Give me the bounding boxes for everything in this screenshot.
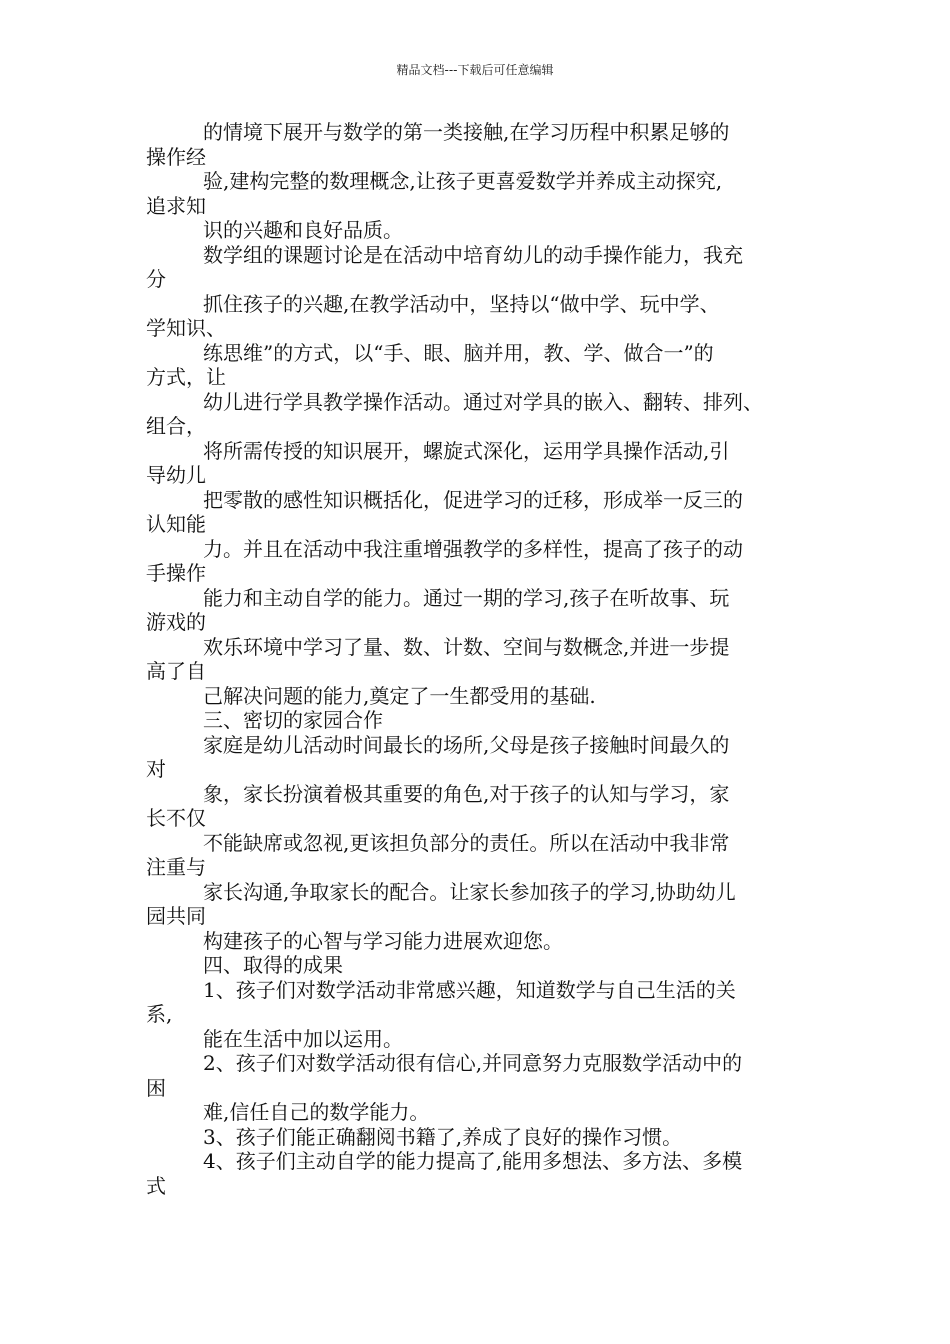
text-line: 己解决问题的能力,奠定了一生都受用的基础. [203, 683, 596, 708]
text-line: 练思维”的方式，以“手、眼、脑并用，教、学、做合一”的 [203, 340, 714, 365]
text-line: 认知能 [146, 512, 206, 536]
page-header: 精品文档---下载后可任意编辑 [396, 63, 554, 77]
text-line: 幼儿进行学具教学操作活动。通过对学具的嵌入、翻转、排列、 [203, 389, 763, 414]
text-line: 操作经 [146, 144, 206, 169]
text-line: 分 [146, 267, 166, 291]
text-line: 能在生活中加以运用。 [203, 1026, 403, 1051]
text-line: 3、孩子们能正确翻阅书籍了,养成了良好的操作习惯。 [203, 1124, 683, 1149]
text-line: 长不仅 [146, 806, 206, 830]
text-line: 组合， [146, 414, 206, 438]
text-line: 抓住孩子的兴趣,在教学活动中，坚持以“做中学、玩中学、 [203, 291, 720, 316]
text-line: 高了自 [146, 659, 206, 683]
text-line: 导幼儿 [146, 463, 206, 487]
text-line: 困 [146, 1075, 166, 1100]
text-line: 象，家长扮演着极其重要的角色,对于孩子的认知与学习，家 [203, 781, 730, 806]
text-line: 把零散的感性知识概括化，促进学习的迁移，形成举一反三的 [203, 487, 743, 512]
text-line: 系, [146, 1002, 173, 1026]
text-line: 方式，让 [146, 365, 226, 389]
text-line: 不能缺席或忽视,更该担负部分的责任。所以在活动中我非常 [203, 830, 730, 855]
text-line: 三、密切的家园合作 [203, 708, 383, 732]
text-line: 园共同 [146, 904, 206, 928]
text-line: 数学组的课题讨论是在活动中培育幼儿的动手操作能力，我充 [203, 242, 743, 267]
text-line: 家庭是幼儿活动时间最长的场所,父母是孩子接触时间最久的 [203, 732, 730, 757]
text-line: 难,信任自己的数学能力。 [203, 1100, 430, 1124]
text-line: 游戏的 [146, 610, 206, 634]
text-line: 四、取得的成果 [203, 953, 343, 977]
text-line: 能力和主动自学的能力。通过一期的学习,孩子在听故事、玩 [203, 585, 730, 610]
text-line: 手操作 [146, 561, 206, 585]
text-line: 学知识、 [146, 316, 226, 340]
text-line: 将所需传授的知识展开，螺旋式深化，运用学具操作活动,引 [203, 438, 730, 463]
text-line: 的情境下展开与数学的第一类接触,在学习历程中积累足够的 [203, 120, 730, 144]
text-line: 构建孩子的心智与学习能力进展欢迎您。 [203, 928, 563, 953]
text-line: 1、孩子们对数学活动非常感兴趣，知道数学与自己生活的关 [203, 977, 736, 1002]
text-line: 2、孩子们对数学活动很有信心,并同意努力克服数学活动中的 [203, 1051, 743, 1075]
document-body [146, 120, 846, 1198]
text-line: 欢乐环境中学习了量、数、计数、空间与数概念,并进一步提 [203, 634, 730, 659]
text-line: 式 [146, 1173, 166, 1198]
text-line: 识的兴趣和良好品质。 [203, 218, 403, 242]
text-line: 对 [146, 757, 166, 781]
text-line: 力。并且在活动中我注重增强教学的多样性，提高了孩子的动 [203, 536, 743, 561]
text-line: 注重与 [146, 855, 206, 879]
text-line: 家长沟通,争取家长的配合。让家长参加孩子的学习,协助幼儿 [203, 879, 736, 904]
text-line: 4、孩子们主动自学的能力提高了,能用多想法、多方法、多模 [203, 1149, 743, 1173]
text-line: 验,建构完整的数理概念,让孩子更喜爱数学并养成主动探究, [203, 169, 723, 193]
text-line: 追求知 [146, 193, 206, 218]
